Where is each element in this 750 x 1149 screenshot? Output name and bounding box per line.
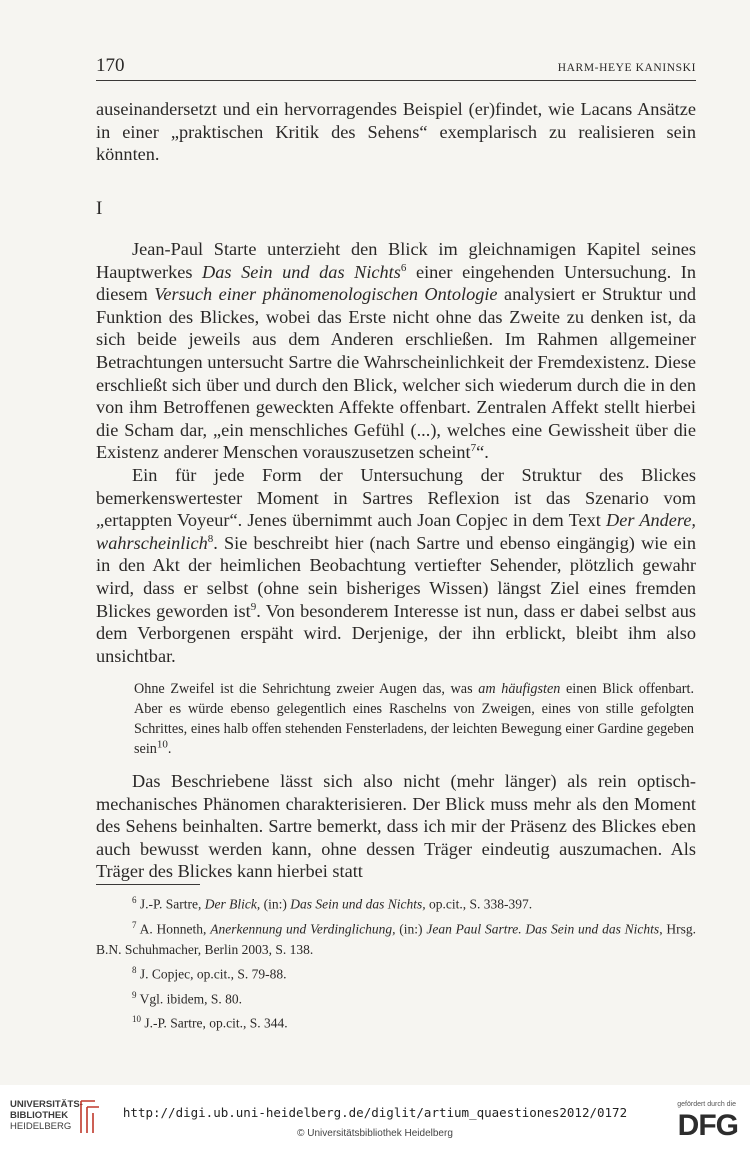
footnote-ref-7: 7 [470, 442, 477, 455]
intro-paragraph [96, 98, 696, 166]
book-title: Das Sein und das Nichts [202, 261, 401, 282]
text-run: . Von besonderem Interesse ist nun, dass er dabei selbst aus dem Verborgenen erspäht wird. Derjenige, der ihn erblickt, bleibt ihm also unsichtbar. [96, 600, 696, 666]
footnote-text: A. Honneth, [139, 921, 211, 936]
footnote-number: 9 [132, 989, 137, 1000]
text-run: analysiert er Struktur und Funktion des Blickes, wobei das Erste nicht ohne das Zweite zu denken ist, da sich beide jeweils aus dem Anderen erschließen. Im Rahmen allgemeiner Betrachtungen untersucht Sartre die Wahrscheinlichkeit der Fremdexistenz. Diese erschließt sich über und durch den Blick, welcher sich wiederum durch die in den von ihm Betroffenen geweckten Affekte offenbart. Zentralen Affekt stellt hierbei die Scham dar, „ein menschliches Gefühl (...), welches eine Gewissheit über die Existenz anderer Menschen vorauszusetzen scheint [96, 284, 696, 463]
footnote-text: (in:) [395, 921, 427, 936]
intro-text: auseinandersetzt und ein hervorragendes Beispiel (er)findet, wie Lacans Ansätze in einer „praktischen Kritik des Sehens“ exemplarisch zu realisieren sein könnten. [96, 99, 696, 165]
text-run: Ein für jede Form der Untersuchung der Struktur des Blickes bemerkenswertester Moment in Sartres Reflexion ist das Szenario vom „ertappten Voyeur“. Jenes übernimmt auch Joan Copjec in dem Text [96, 464, 696, 531]
footnote-8 [96, 960, 696, 985]
footnote-title: Jean Paul Sartre. Das Sein und das Nichts [426, 921, 660, 936]
footnote-number: 10 [132, 1014, 141, 1024]
footnote-ref-8: 8 [207, 532, 214, 545]
funding-label: gefördert durch die [677, 1101, 736, 1108]
block-quote [134, 679, 694, 759]
page-header [96, 56, 696, 81]
footnotes [96, 890, 696, 1034]
digital-object-link[interactable]: http://digi.ub.uni-heidelberg.de/diglit/artium_quaestiones2012/0172 [122, 1105, 628, 1120]
footnote-text: J. Copjec, op.cit., S. 79-88. [139, 966, 287, 982]
logo-line: HEIDELBERG [10, 1121, 72, 1132]
footnote-7 [96, 915, 696, 961]
paragraph-2 [96, 464, 696, 667]
logo-line: BIBLIOTHEK [10, 1110, 69, 1121]
paragraph-1 [96, 238, 696, 464]
quote-text: Ohne Zweifel ist die Sehrichtung zweier Augen das, was [134, 681, 479, 697]
running-head: HARM-HEYE KANINSKI [557, 62, 696, 74]
footnote-title: Anerkennung und Verdinglichung, [210, 921, 396, 936]
footnote-text: , Hrsg. B.N. Schuhmacher, Berlin 2003, S. 138. [96, 921, 697, 957]
footnote-ref-10: 10 [156, 738, 168, 751]
footnote-9 [96, 985, 696, 1010]
footnote-6 [96, 890, 696, 915]
footnote-text: op.cit., S. 338-397. [425, 896, 533, 912]
logo-line: UNIVERSITÄTS- [10, 1099, 83, 1110]
footnote-title: Das Sein und das Nichts, [290, 896, 426, 912]
footnote-text: Vgl. ibidem, S. 80. [139, 991, 243, 1006]
footnote-text: J.-P. Sartre, [139, 896, 205, 912]
text-run: Jean-Paul Starte unterzieht den Blick im gleichnamigen Kapitel seines Hauptwerkes [96, 239, 696, 282]
page-number: 170 [96, 55, 125, 76]
quote-text: . [167, 741, 172, 757]
paragraph-3 [96, 770, 696, 883]
footnote-ref-9: 9 [250, 600, 257, 613]
dfg-logo: DFG [677, 1109, 738, 1142]
footnote-10 [96, 1009, 696, 1034]
quote-text: einen Blick offenbart. Aber es würde ebenso gelegentlich eines Raschelns von Zweigen, eines von stille gefolgten Schrittes, eines halb offen stehenden Fensterladens, der leichten Bewegung einer Gardine gegeben sein [134, 681, 694, 757]
footnote-text: , (in:) [256, 896, 291, 912]
footnote-number: 7 [132, 919, 137, 930]
book-subtitle: Versuch einer phänomenologischen Ontologie [154, 284, 498, 305]
footnote-ref-6: 6 [400, 261, 407, 274]
footnote-title: Der Blick [204, 896, 257, 912]
paragraph-3-text: Das Beschriebene lässt sich also nicht (mehr länger) als rein optisch-mechanisches Phänomen charakterisieren. Der Blick muss mehr als den Moment des Sehens beinhalten. Sartre bemerkt, dass ich mir der Präsenz des Blickes eben auch bewusst werden kann, ohne dessen Träger eindeutig auszumachen. Als Träger des Blickes kann hierbei statt [96, 771, 696, 882]
text-run: einer eingehenden Untersuchung. In diesem [96, 261, 696, 305]
quote-emphasis: am häufigsten [478, 681, 561, 697]
copyright-notice: © Universitätsbibliothek Heidelberg [297, 1128, 453, 1139]
text-run: . Sie beschreibt hier (nach Sartre und ebenso eingängig) wie ein in den Akt der heimlichen Beobachtung vertiefter Sehender, plötzlich gewahr wird, dass er selbst (ohne sein bisheriges Wissen) längst Ziel eines fremden Blickes geworden ist [96, 532, 696, 621]
text-run: “. [476, 442, 489, 463]
footnote-text: J.-P. Sartre, op.cit., S. 344. [144, 1015, 288, 1031]
digitization-footer [0, 1085, 750, 1149]
main-text [96, 238, 696, 667]
footnote-number: 6 [132, 895, 137, 905]
footnote-separator [96, 884, 200, 885]
section-heading: I [96, 198, 103, 219]
footnote-number: 8 [132, 965, 137, 975]
text-title: Der Andere, wahrscheinlich [96, 510, 697, 553]
